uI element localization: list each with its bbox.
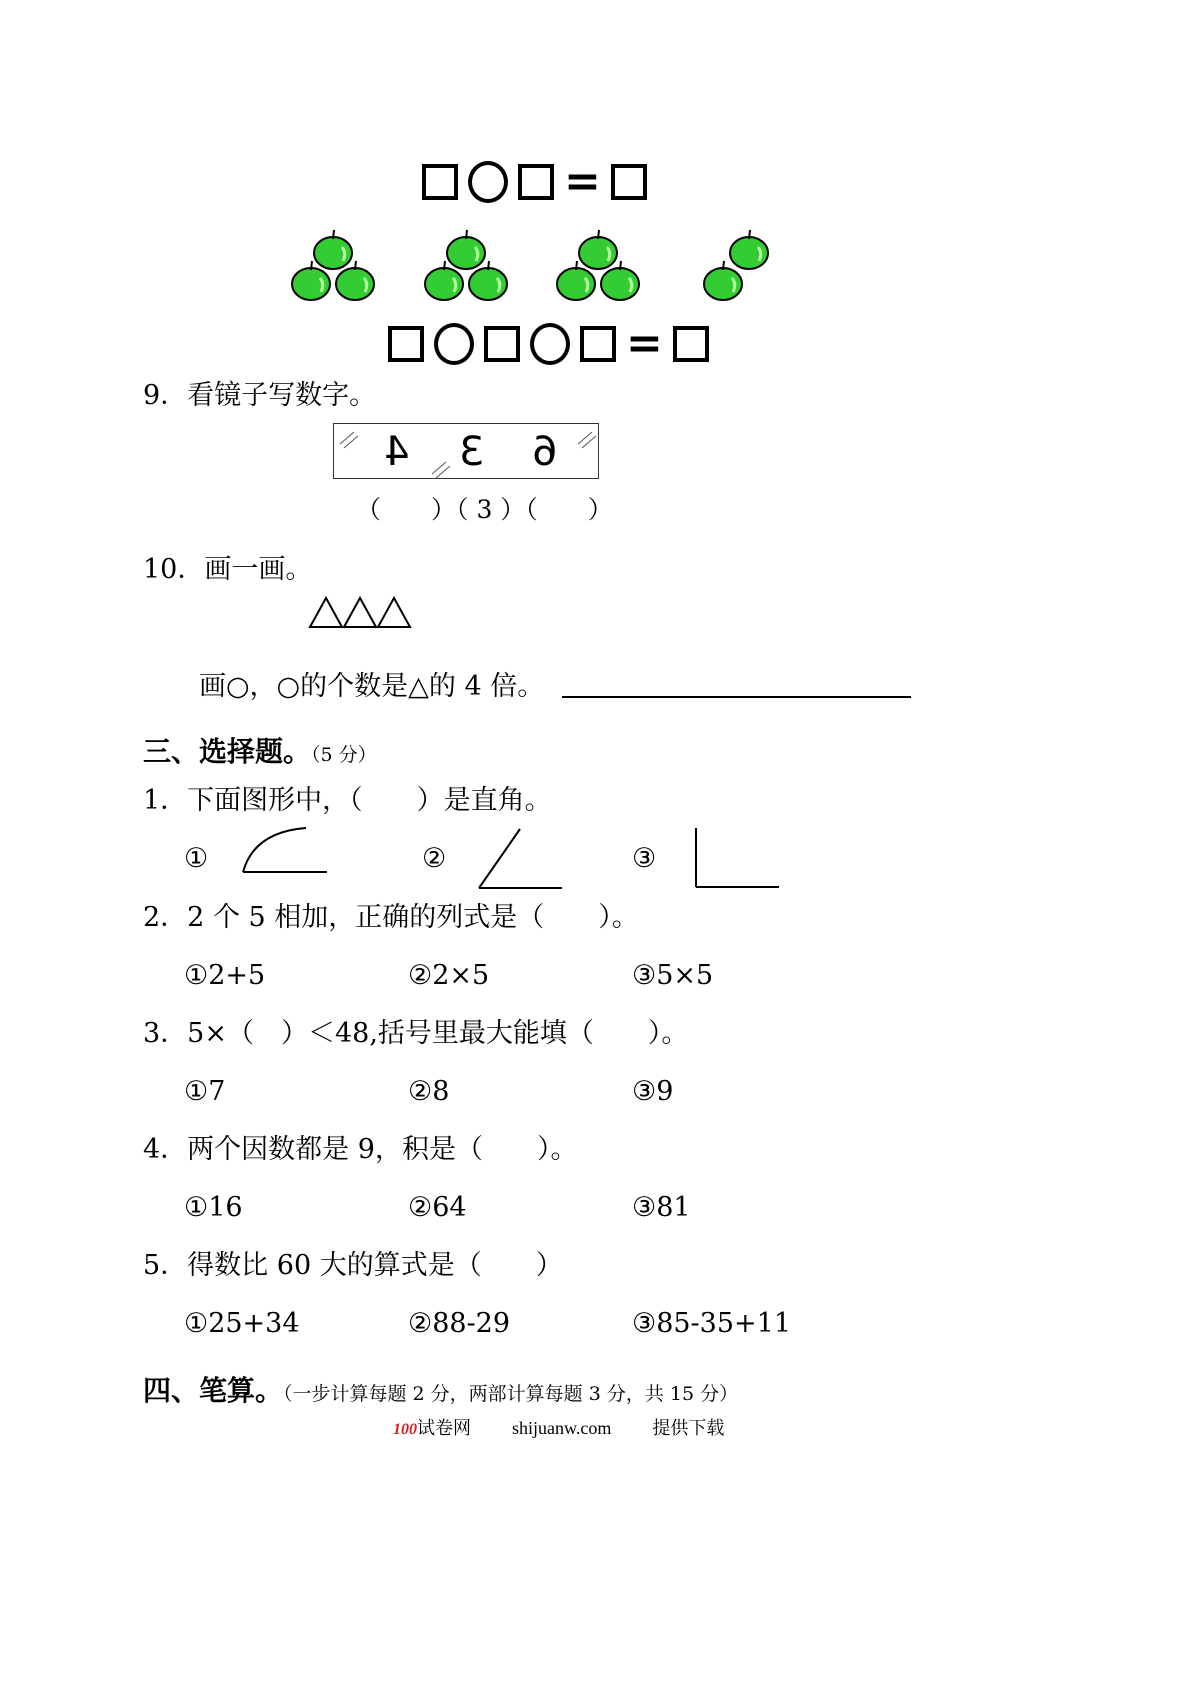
operator-circle[interactable] — [530, 323, 570, 365]
blank-box[interactable] — [422, 164, 458, 200]
mirror-digit: 3 — [459, 429, 485, 475]
apple-groups-illustration — [280, 228, 780, 308]
question-text: 1．下面图形中，（ ）是直角。 — [143, 785, 552, 816]
site-logo: 100 — [393, 1421, 417, 1438]
answer-box[interactable] — [673, 326, 709, 362]
option-label[interactable]: ② — [422, 843, 447, 874]
section3-heading — [143, 730, 377, 770]
q10-title: 10．画一画。 — [143, 554, 313, 585]
option-label[interactable]: ③85-35+11 — [632, 1308, 792, 1339]
section4-note: （一步计算每题 2 分，两部计算每题 3 分，共 15 分） — [283, 1383, 739, 1405]
site-name: 试卷网 — [417, 1418, 471, 1438]
acute-angle-figure — [476, 826, 566, 892]
curved-angle-figure — [240, 826, 330, 876]
option-label[interactable]: ②64 — [408, 1192, 467, 1223]
right-angle-figure — [693, 827, 783, 891]
q10-instruction: 画○，○的个数是△的 4 倍。 — [199, 671, 545, 702]
equation-bottom — [384, 318, 713, 369]
mirror-digit: 6 — [532, 429, 558, 475]
blank-box[interactable] — [580, 326, 616, 362]
option-label[interactable]: ②88-29 — [408, 1308, 511, 1339]
answer-box[interactable] — [611, 164, 647, 200]
option-label[interactable]: ③5×5 — [632, 960, 714, 991]
apple-icon — [447, 230, 485, 269]
blank-box[interactable] — [518, 164, 554, 200]
option-label[interactable]: ① — [184, 843, 209, 874]
operator-circle[interactable] — [434, 323, 474, 365]
option-label[interactable]: ③ — [632, 843, 657, 874]
answer-line[interactable] — [562, 696, 911, 698]
equation-top — [418, 156, 651, 207]
q9-answer-blanks[interactable]: （ ）（ 3 ）（ ） — [356, 495, 613, 524]
question-text: 3．5×（ ）＜48,括号里最大能填（ ）。 — [143, 1018, 689, 1049]
option-label[interactable]: ①16 — [184, 1192, 243, 1223]
question-text: 5．得数比 60 大的算式是（ ） — [143, 1250, 563, 1281]
option-label[interactable]: ③9 — [632, 1076, 674, 1107]
triangles-illustration — [308, 595, 414, 629]
option-label[interactable]: ①2+5 — [184, 960, 266, 991]
option-label[interactable]: ②2×5 — [408, 960, 490, 991]
apple-icon — [314, 230, 352, 269]
option-label[interactable]: ②8 — [408, 1076, 450, 1107]
equals-sign: = — [626, 318, 663, 369]
section4-title: 四、笔算。 — [143, 1374, 284, 1407]
mirror-digit: 4 — [384, 429, 410, 475]
option-label[interactable]: ①25+34 — [184, 1308, 300, 1339]
footer — [393, 1414, 724, 1440]
question-text: 4．两个因数都是 9，积是（ ）。 — [143, 1134, 578, 1165]
site-download-text: 提供下载 — [652, 1418, 725, 1438]
q9-title: 9．看镜子写数字。 — [143, 380, 377, 411]
section3-title: 三、选择题。 — [143, 735, 312, 768]
section4-heading — [143, 1369, 738, 1409]
mirror-frame — [333, 423, 599, 479]
operator-circle[interactable] — [468, 161, 508, 203]
section3-note: （5 分） — [311, 744, 377, 766]
apple-icon — [579, 230, 617, 269]
apple-icon — [730, 230, 768, 269]
apple-icon — [704, 261, 742, 300]
question-text: 2．2 个 5 相加，正确的列式是（ ）。 — [143, 902, 639, 933]
option-label[interactable]: ③81 — [632, 1192, 691, 1223]
equals-sign: = — [564, 156, 601, 207]
site-url[interactable]: shijuanw.com — [512, 1418, 612, 1438]
blank-box[interactable] — [484, 326, 520, 362]
blank-box[interactable] — [388, 326, 424, 362]
option-label[interactable]: ①7 — [184, 1076, 226, 1107]
